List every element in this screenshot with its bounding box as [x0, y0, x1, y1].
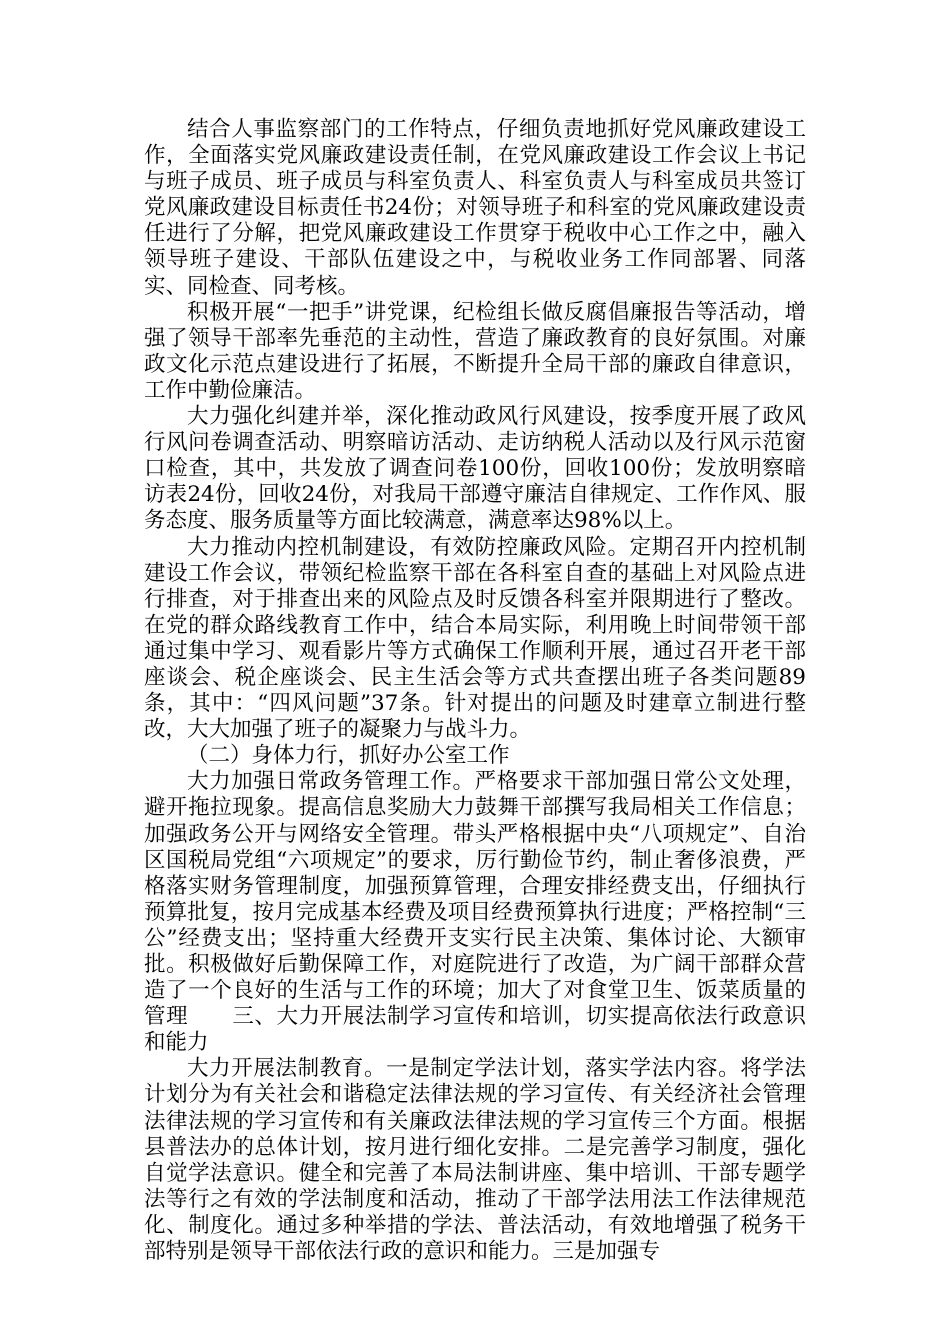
paragraph-internal-control: 大力推动内控机制建设，有效防控廉政风险。定期召开内控机制建设工作会议，带领纪检监察干部在各科室自查的基础上对风险点进行排查，对于排查出来的风险点及时反馈各科室并限期进行了整改。在党的群众路线教育工作中，结合本局实际，利用晚上时间带领干部通过集中学习、观看影片等方式确保工作顺利开展，通过召开老干部座谈会、税企座谈会、民主生活会等方式共查摆出班子各类问题89条，其中：“四风问题”37条。针对提出的问题及时建章立制进行整改，大大加强了班子的凝聚力与战斗力。: [144, 534, 806, 743]
paragraph-party-conduct: 结合人事监察部门的工作特点，仔细负责地抓好党风廉政建设工作，全面落实党风廉政建设责任制，在党风廉政建设工作会议上书记与班子成员、班子成员与科室负责人、科室负责人与科室成员共签订党风廉政建设目标责任书24份；对领导班子和科室的党风廉政建设责任进行了分解，把党风廉政建设工作贯穿于税收中心工作之中，融入领导班子建设、干部队伍建设之中，与税收业务工作同部署、同落实、同检查、同考核。: [144, 117, 806, 299]
paragraph-legal-education: 大力开展法制教育。一是制定学法计划，落实学法内容。将学法计划分为有关社会和谐稳定法律法规的学习宣传、有关经济社会管理法律法规的学习宣传和有关廉政法律法规的学习宣传三个方面。根据县普法办的总体计划，按月进行细化安排。二是完善学习制度，强化自觉学法意识。健全和完善了本局法制讲座、集中培训、干部专题学法等行之有效的学法制度和活动，推动了干部学法用法工作法律规范化、制度化。通过多种举措的学法、普法活动，有效地增强了税务干部特别是领导干部依法行政的意识和能力。三是加强专: [144, 1056, 806, 1265]
section-heading: （二）身体力行，抓好办公室工作: [187, 743, 510, 769]
paragraph-office-management: 大力加强日常政务管理工作。严格要求干部加强日常公文处理，避开拖拉现象。提高信息奖励大力鼓舞干部撰写我局相关工作信息；加强政务公开与网络安全管理。带头严格根据中央“八项规定”、自治区国税局党组“六项规定”的要求，厉行勤俭节约，制止奢侈浪费，严格落实财务管理制度，加强预算管理，合理安排经费支出，仔细执行预算批复，按月完成基本经费及项目经费预算执行进度；严格控制“三公”经费支出；坚持重大经费开支实行民主决策、集体讨论、大额审批。积极做好后勤保障工作，对庭院进行了改造，为广阔干部群众营造了一个良好的生活与工作的环境；加大了对食堂卫生、饭菜质量的管理 三、大力开展法制学习宣传和培训，切实提高依法行政意识和能力: [144, 769, 806, 1056]
paragraph-party-lecture: 积极开展“一把手”讲党课，纪检组长做反腐倡廉报告等活动，增强了领导干部率先垂范的主动性，营造了廉政教育的良好氛围。对廉政文化示范点建设进行了拓展，不断提升全局干部的廉政自律意识，工作中勤俭廉洁。: [144, 299, 806, 403]
document-page: [144, 117, 806, 1265]
paragraph-work-style: 大力强化纠建并举，深化推动政风行风建设，按季度开展了政风行风问卷调查活动、明察暗访活动、走访纳税人活动以及行风示范窗口检查，其中，共发放了调查问卷100份，回收100份；发放明察暗访表24份，回收24份，对我局干部遵守廉洁自律规定、工作作风、服务态度、服务质量等方面比较满意，满意率达98%以上。: [144, 404, 806, 534]
